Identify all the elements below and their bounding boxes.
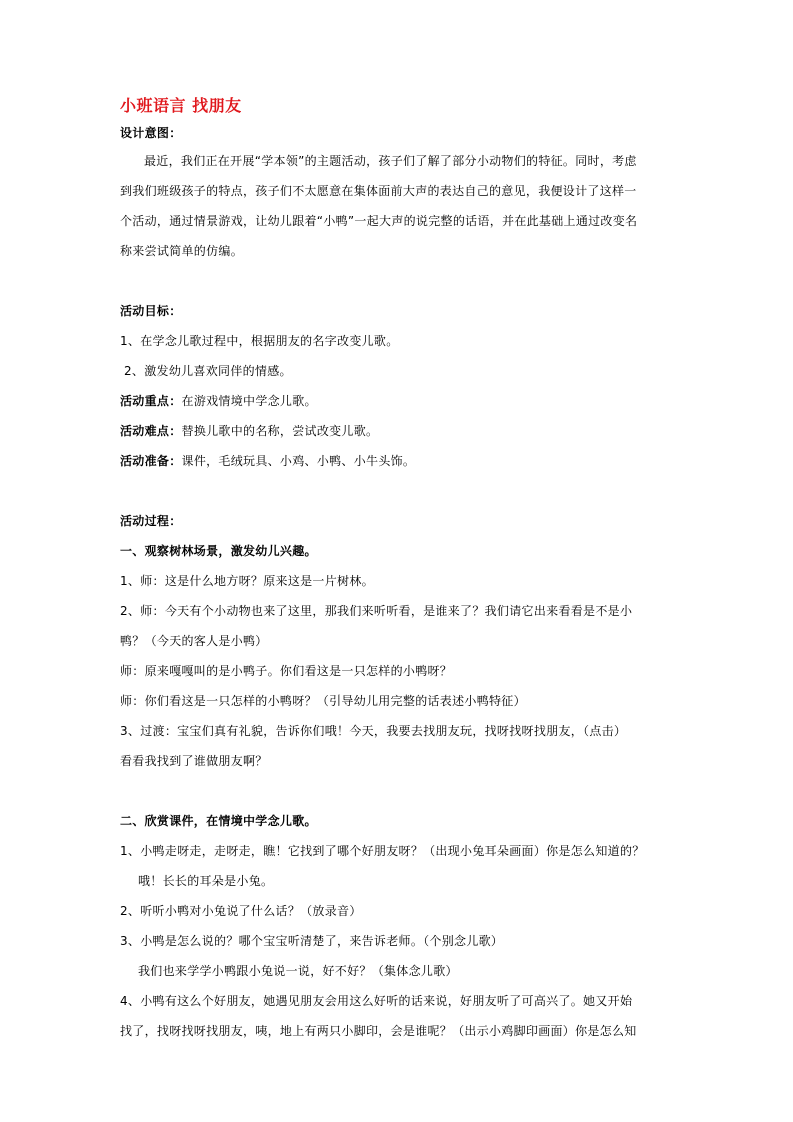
process-line: 看看我找到了谁做朋友啊？	[120, 754, 268, 768]
difficulty-label: 活动难点：	[120, 424, 182, 438]
goals-heading: 活动目标：	[120, 304, 182, 318]
goal-item: 2、激发幼儿喜欢同伴的情感。	[124, 364, 292, 378]
design-intent-line: 个活动，通过情景游戏，让幼儿跟着“小鸭”一起大声的说完整的话语，并在此基础上通过改变名	[120, 214, 638, 228]
preparation-row	[120, 446, 680, 476]
design-intent-line: 最近，我们正在开展“学本领”的主题活动，孩子们了解了部分小动物们的特征。同时，考虑	[144, 154, 637, 168]
design-intent-heading: 设计意图：	[120, 126, 182, 140]
design-intent-line: 称来尝试简单的仿编。	[120, 244, 244, 258]
goal-item: 1、在学念儿歌过程中，根据朋友的名字改变儿歌。	[120, 334, 399, 348]
difficulty-text: 替换儿歌中的名称，尝试改变儿歌。	[181, 424, 379, 438]
process-heading: 活动过程：	[120, 514, 182, 528]
process-line: 师：原来嘎嘎叫的是小鸭子。你们看这是一只怎样的小鸭呀？	[120, 664, 453, 678]
process-line: 4、小鸭有这么个好朋友，她遇见朋友会用这么好听的话来说，好朋友听了可高兴了。她又开始	[120, 994, 633, 1008]
process-line: 2、听听小鸭对小兔说了什么话？（放录音）	[120, 904, 362, 918]
process-line: 1、小鸭走呀走，走呀走，瞧！它找到了哪个好朋友呀？（出现小兔耳朵画面）你是怎么知道的？	[120, 844, 645, 858]
process-line: 我们也来学学小鸭跟小兔说一说，好不好？（集体念儿歌）	[138, 964, 458, 978]
process-line: 2、师：今天有个小动物也来了这里，那我们来听听看，是谁来了？我们请它出来看看是不是小	[120, 604, 633, 618]
process-line: 师：你们看这是一只怎样的小鸭呀？（引导幼儿用完整的话表述小鸭特征）	[120, 694, 526, 708]
preparation-label: 活动准备：	[120, 454, 182, 468]
spacer	[120, 266, 680, 296]
difficulty-row	[120, 416, 680, 446]
process-line: 1、师：这是什么地方呀？原来这是一片树林。	[120, 574, 374, 588]
document-page	[120, 92, 680, 1046]
page-title: 小班语言 找朋友	[120, 96, 242, 115]
design-intent-line: 到我们班级孩子的特点，孩子们不太愿意在集体面前大声的表达自己的意见，我便设计了这样一	[120, 184, 637, 198]
key-point-label: 活动重点：	[120, 394, 182, 408]
key-point-text: 在游戏情境中学念儿歌。	[181, 394, 317, 408]
process-line: 哦！长长的耳朵是小兔。	[138, 874, 274, 888]
process-line: 3、小鸭是怎么说的？哪个宝宝听清楚了，来告诉老师。（个别念儿歌）	[120, 934, 504, 948]
preparation-text: 课件，毛绒玩具、小鸡、小鸭、小牛头饰。	[181, 454, 416, 468]
key-point-row	[120, 386, 680, 416]
process-line: 鸭？（今天的客人是小鸭）	[120, 634, 268, 648]
section-heading: 二、欣赏课件，在情境中学念儿歌。	[120, 814, 317, 828]
spacer	[120, 776, 680, 806]
process-line: 找了，找呀找呀找朋友，咦，地上有两只小脚印，会是谁呢？（出示小鸡脚印画面）你是怎么知	[120, 1024, 637, 1038]
spacer	[120, 476, 680, 506]
section-heading: 一、观察树林场景，激发幼儿兴趣。	[120, 544, 317, 558]
process-line: 3、过渡：宝宝们真有礼貌，告诉你们哦！今天，我要去找朋友玩，找呀找呀找朋友，（点击）	[120, 724, 627, 738]
